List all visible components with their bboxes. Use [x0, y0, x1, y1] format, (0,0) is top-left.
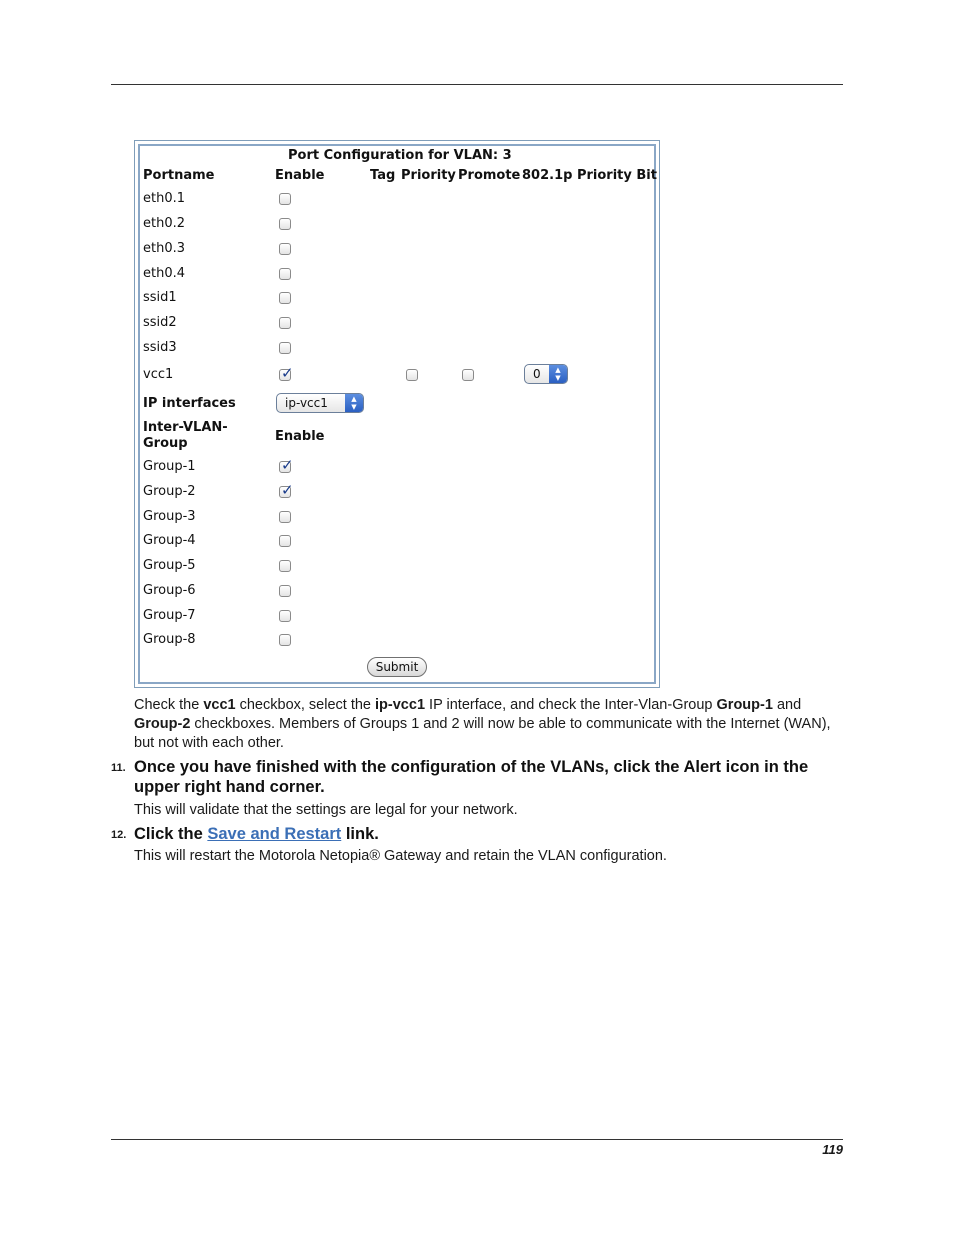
vlan-config-screenshot — [134, 140, 660, 688]
port-enable-checkbox[interactable] — [279, 218, 291, 230]
group-name: Group-2 — [143, 484, 196, 499]
port-enable-checkbox[interactable] — [279, 243, 291, 255]
group-enable-checkbox[interactable] — [279, 585, 291, 597]
group-name: Group-7 — [143, 608, 196, 623]
port-enable-checkbox[interactable] — [279, 292, 291, 304]
group-name: Group-5 — [143, 558, 196, 573]
group-enable-checkbox[interactable] — [279, 482, 294, 499]
vcc1-priority-bit-select[interactable]: 0 ▲ ▼ — [524, 364, 568, 384]
802-1p-priority-bit-header: 802.1p Priority Bit — [522, 168, 657, 183]
ip-interfaces-label: IP interfaces — [143, 396, 236, 411]
port-name: ssid1 — [143, 290, 177, 305]
figure-frame — [138, 144, 656, 684]
enable-header: Enable — [275, 168, 325, 183]
priority-header: Priority — [401, 168, 456, 183]
group-enable-checkbox[interactable] — [279, 511, 291, 523]
group-enable-checkbox[interactable] — [279, 610, 291, 622]
group-enable-checkbox[interactable] — [279, 535, 291, 547]
step-body: This will validate that the settings are legal for your network. — [134, 802, 518, 818]
step-number: 12. — [111, 829, 127, 841]
port-name: ssid2 — [143, 315, 177, 330]
group-name: Group-4 — [143, 533, 196, 548]
group-enable-checkbox[interactable] — [279, 634, 291, 646]
port-name: ssid3 — [143, 340, 177, 355]
tag-header: Tag — [370, 168, 396, 183]
port-enable-checkbox[interactable] — [279, 342, 291, 354]
port-name: eth0.1 — [143, 191, 186, 206]
group-enable-checkbox[interactable] — [279, 457, 294, 474]
header-rule — [111, 84, 843, 85]
portname-header: Portname — [143, 168, 215, 183]
checkmark-icon: ✓ — [281, 365, 294, 382]
port-enable-checkbox[interactable] — [279, 268, 291, 280]
submit-button[interactable]: Submit — [367, 657, 427, 677]
group-enable-checkbox[interactable] — [279, 560, 291, 572]
port-enable-checkbox[interactable] — [279, 317, 291, 329]
step-number: 11. — [111, 762, 126, 774]
checkmark-icon: ✓ — [281, 482, 294, 499]
ip-interfaces-select[interactable]: ip-vcc1 ▲ ▼ — [276, 393, 364, 413]
updown-arrows-icon: ▲ ▼ — [345, 394, 363, 412]
group-name: Group-6 — [143, 583, 196, 598]
group-name: Group-1 — [143, 459, 196, 474]
checkmark-icon: ✓ — [281, 457, 294, 474]
port-name: eth0.3 — [143, 241, 186, 256]
save-and-restart-link[interactable]: Save and Restart — [207, 825, 342, 843]
port-name: vcc1 — [143, 367, 174, 382]
step-body: This will restart the Motorola Netopia® Gateway and retain the VLAN configuration. — [134, 848, 667, 864]
footer-rule — [111, 1139, 843, 1140]
inter-vlan-group-header: Inter-VLAN-Group — [143, 420, 228, 451]
vcc1-enable-checkbox[interactable] — [279, 365, 294, 382]
vcc1-tag-checkbox[interactable] — [406, 369, 418, 381]
port-name: eth0.4 — [143, 266, 186, 281]
port-name: eth0.2 — [143, 216, 186, 231]
vcc1-promote-checkbox[interactable] — [462, 369, 474, 381]
page-number: 119 — [822, 1142, 843, 1157]
instruction-paragraph: Check the vcc1 checkbox, select the ip-vcc1 IP interface, and check the Inter-Vlan-Group Group-1 and Group-2 checkboxes. Members of Groups 1 and 2 will now be able to communicate with the Internet (WAN), but not with each other. — [134, 697, 831, 751]
port-enable-checkbox[interactable] — [279, 193, 291, 205]
promote-header: Promote — [458, 168, 521, 183]
group-enable-header: Enable — [275, 429, 325, 444]
step-heading: Once you have finished with the configuration of the VLANs, click the Alert icon in the upper right hand corner. — [134, 758, 809, 796]
vlan-config-title: Port Configuration for VLAN: 3 — [288, 148, 512, 163]
step-heading: Click the Save and Restart link. — [134, 825, 379, 843]
updown-arrows-icon: ▲ ▼ — [549, 365, 567, 383]
group-name: Group-8 — [143, 632, 196, 647]
group-name: Group-3 — [143, 509, 196, 524]
